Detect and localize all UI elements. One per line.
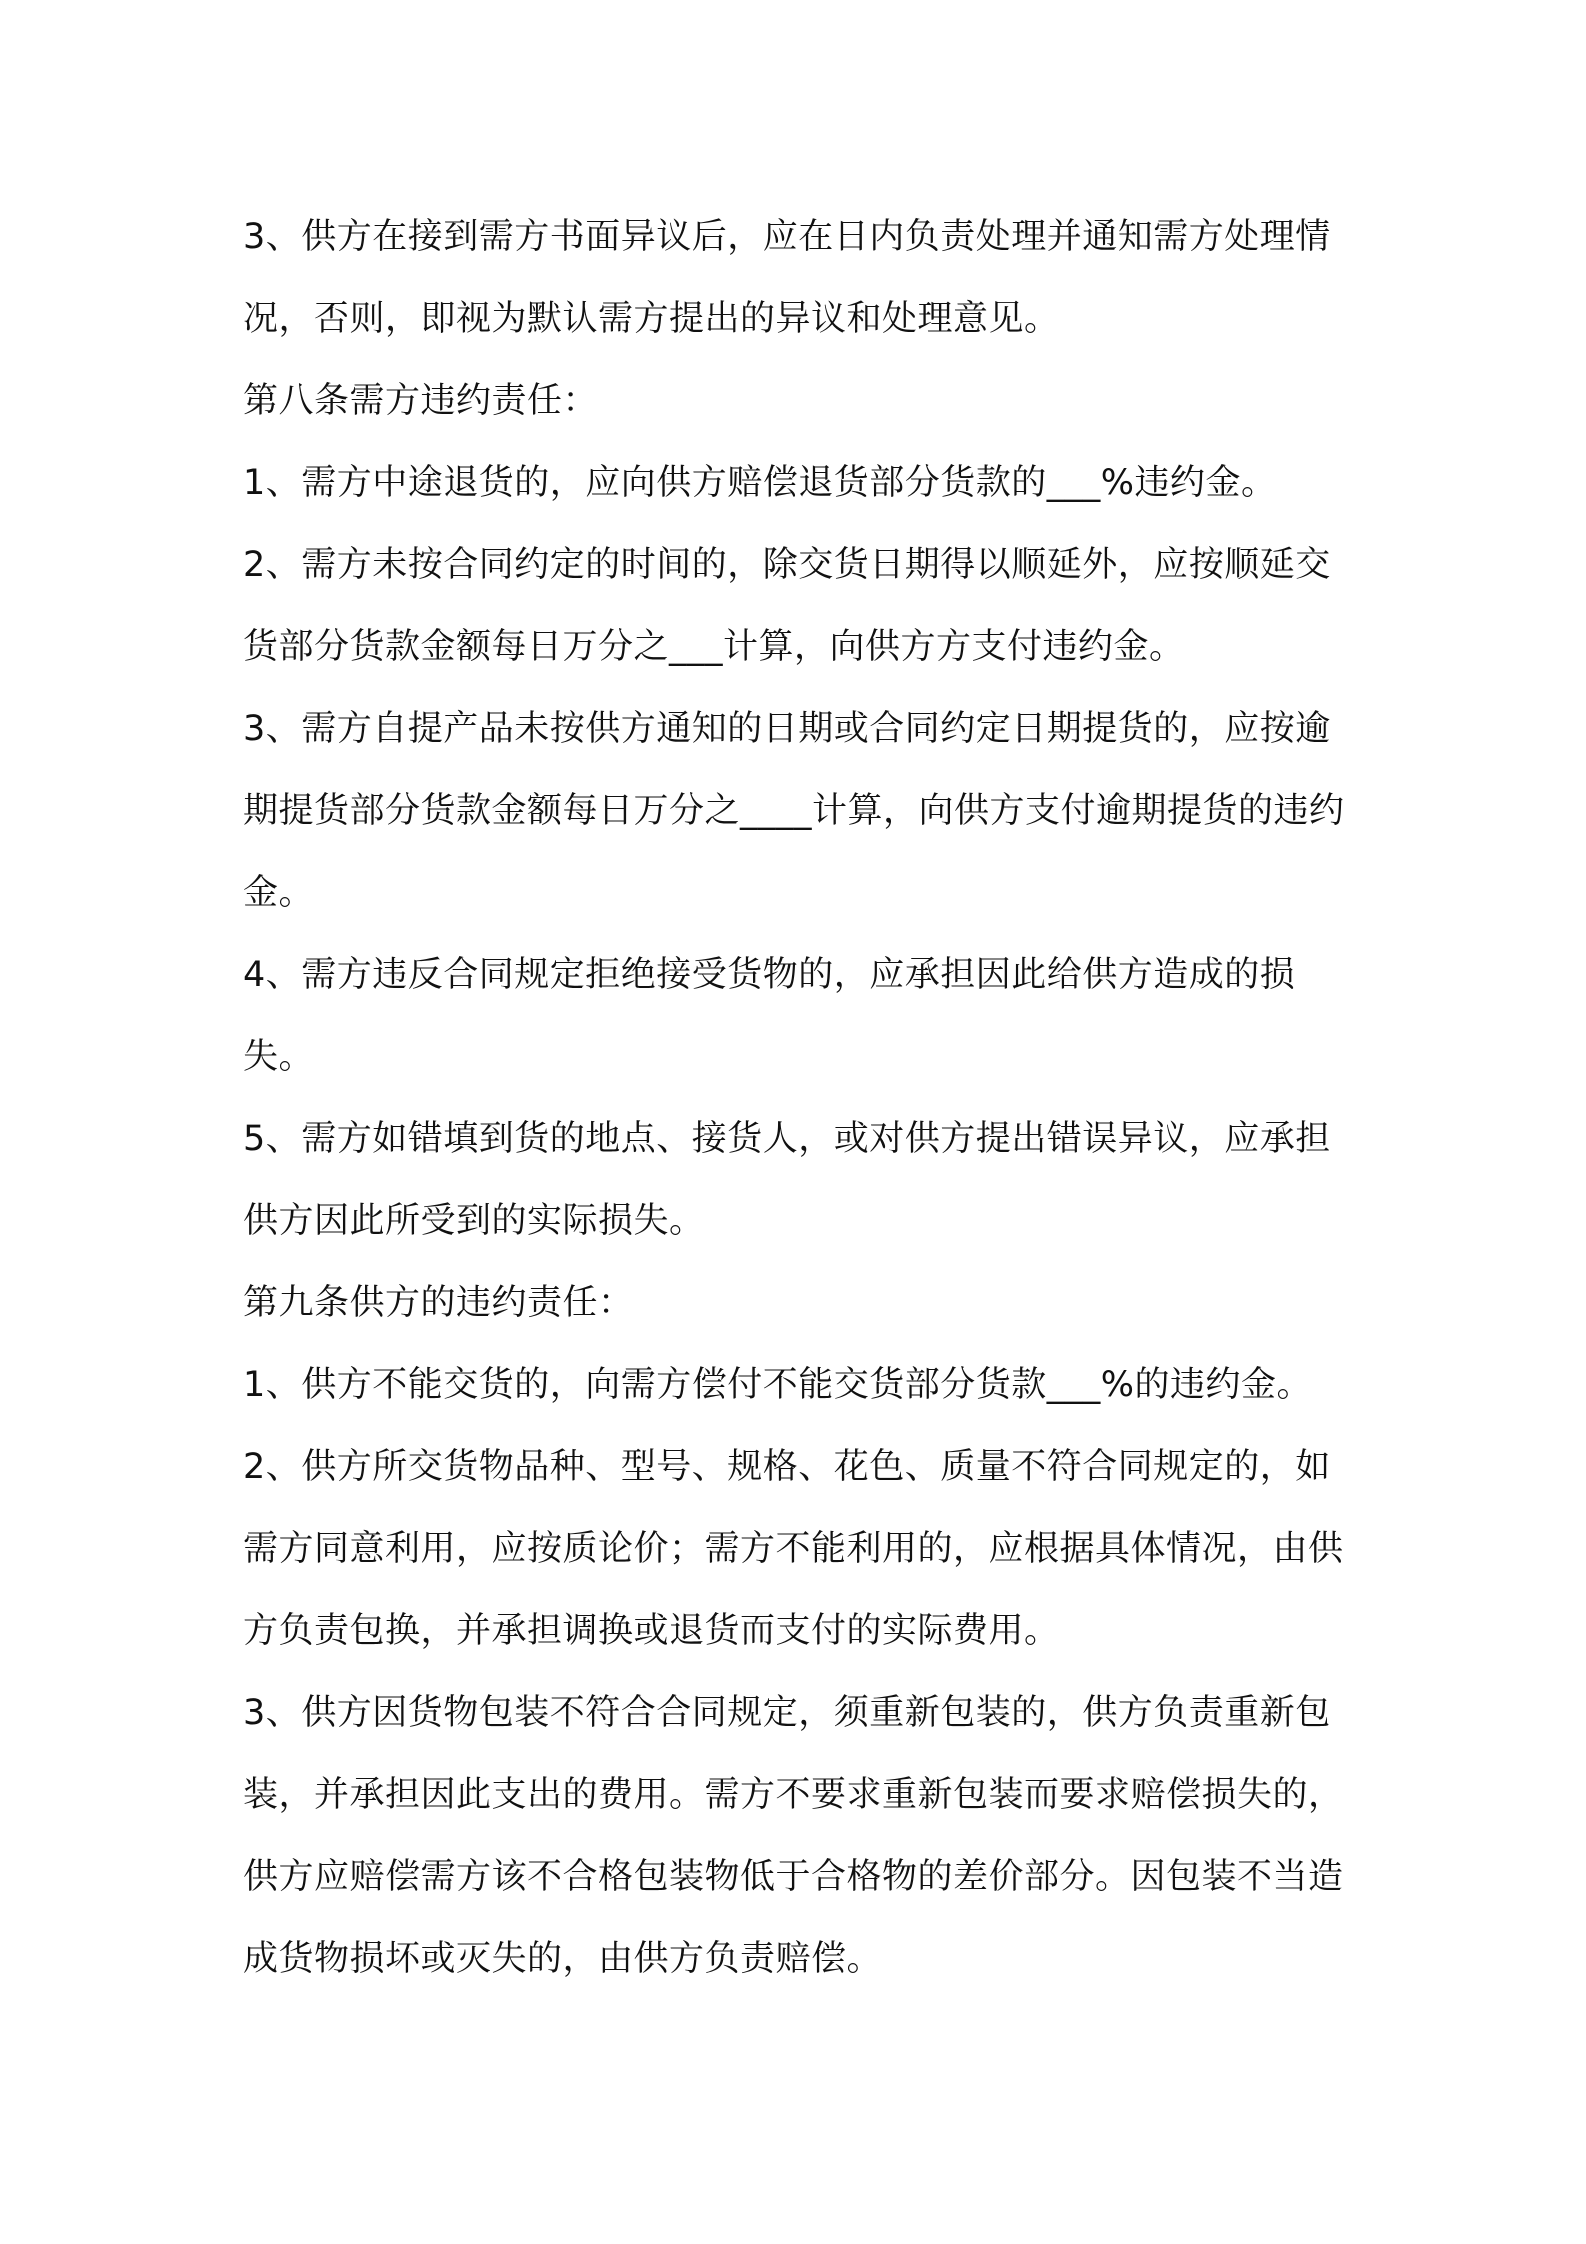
heading-article-9: 第九条供方的违约责任： [243, 1283, 634, 1323]
paragraph-8-4: 4、需方违反合同规定拒绝接受货物的，应承担因此给供方造成的损失。 [243, 955, 1296, 1077]
paragraph-8-2: 2、需方未按合同约定的时间的，除交货日期得以顺延外，应按顺延交货部分货款金额每日万分之___计算，向供方方支付违约金。 [243, 545, 1331, 667]
paragraph-8-3: 3、需方自提产品未按供方通知的日期或合同约定日期提货的，应按逾期提货部分货款金额每日万分之____计算，向供方支付逾期提货的违约金。 [243, 709, 1345, 913]
paragraph-8-5: 5、需方如错填到货的地点、接货人，或对供方提出错误异议，应承担供方因此所受到的实际损失。 [243, 1119, 1331, 1241]
paragraph-8-1: 1、需方中途退货的，应向供方赔偿退货部分货款的___%违约金。 [243, 463, 1277, 503]
paragraph-9-2: 2、供方所交货物品种、型号、规格、花色、质量不符合同规定的，如需方同意利用，应按质论价；需方不能利用的，应根据具体情况，由供方负责包换，并承担调换或退货而支付的实际费用。 [243, 1447, 1344, 1651]
heading-article-8: 第八条需方违约责任： [243, 381, 599, 421]
paragraph-9-3: 3、供方因货物包装不符合合同规定，须重新包装的，供方负责重新包装，并承担因此支出的费用。需方不要求重新包装而要求赔偿损失的，供方应赔偿需方该不合格包装物低于合格物的差价部分。因包装不当造成货物损坏或灭失的，由供方负责赔偿。 [243, 1693, 1344, 1979]
document-body [243, 196, 1363, 2000]
paragraph-9-1: 1、供方不能交货的，向需方偿付不能交货部分货款___%的违约金。 [243, 1365, 1313, 1405]
paragraph-supplier-objection-handling: 3、供方在接到需方书面异议后，应在日内负责处理并通知需方处理情况，否则，即视为默认需方提出的异议和处理意见。 [243, 217, 1331, 339]
